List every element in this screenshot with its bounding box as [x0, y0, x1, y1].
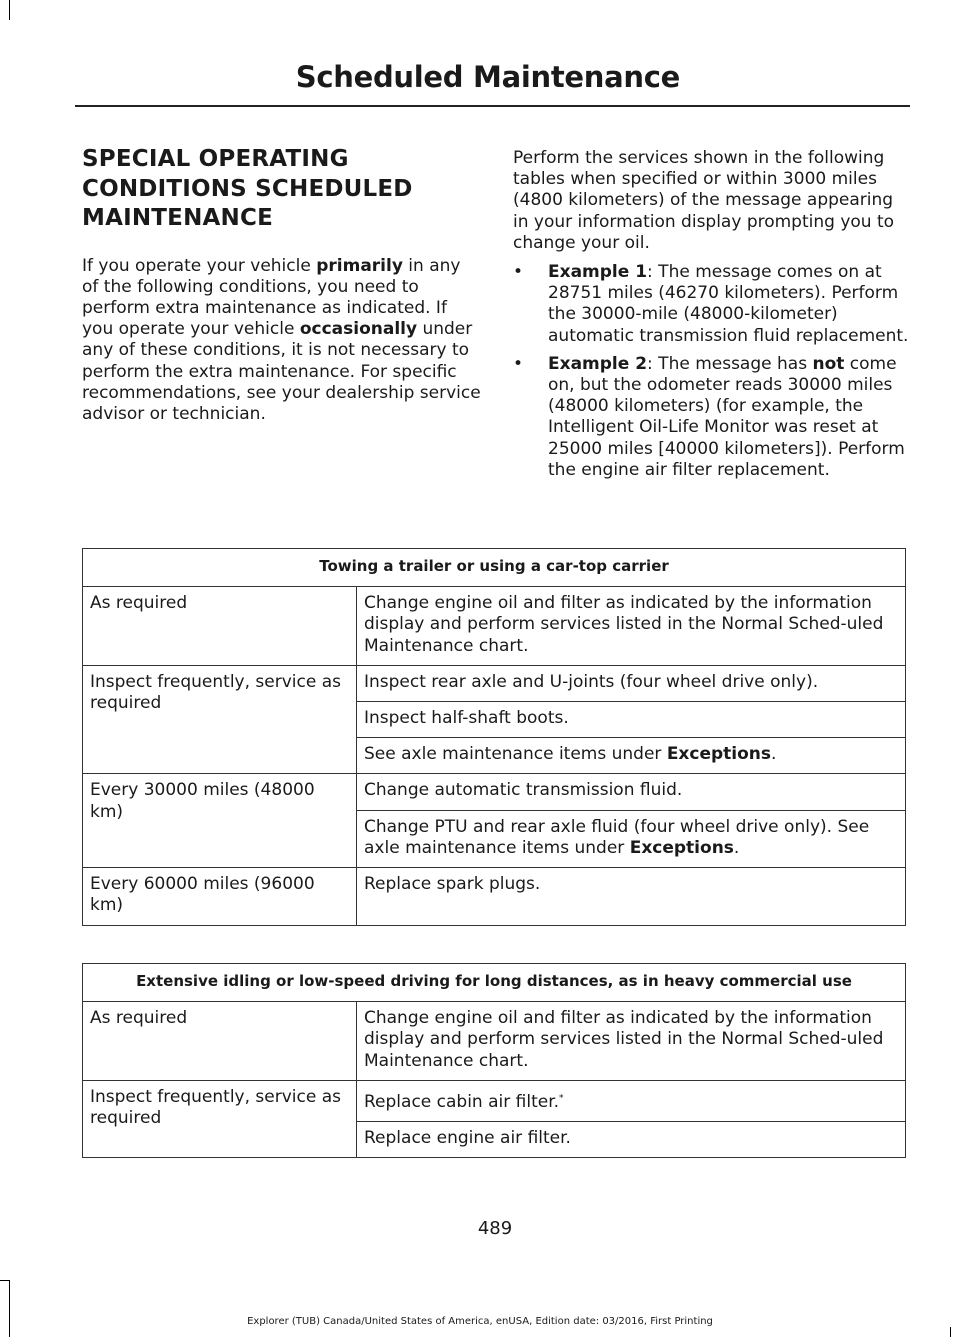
condition-cell: Every 30000 miles (48000 km): [83, 774, 357, 868]
emphasis-primarily: primarily: [316, 255, 403, 276]
exceptions-reference: Exceptions: [629, 837, 734, 858]
example-label: Example 2: [548, 353, 648, 374]
section-heading: [82, 145, 482, 234]
intro-paragraph: If you operate your vehicle primarily in any of the following conditions, you need to perform extra maintenance as indicated. If you operate your vehicle occasionally under any of these conditions, it is not necessary to perform the extra maintenance. For specific recommendations, see your dealership service advisor or technician.: [82, 255, 481, 424]
table-row: [83, 868, 906, 926]
list-item: • Example 2: The message has not come on, but the odometer reads 30000 miles (48000 kilometers) (for example, the Intelligent Oil-Life Monitor was reset at 25000 miles [40000 kilometers]). Perform the engine air filter replacement.: [513, 353, 905, 480]
crop-mark-top-left: [9, 0, 10, 20]
examples-list: [513, 262, 913, 481]
condition-cell: Inspect frequently, service as required: [83, 1080, 357, 1157]
task-cell: Inspect rear axle and U-joints (four wheel drive only).: [357, 665, 906, 701]
crop-mark-bottom-left: [9, 1280, 10, 1337]
left-column: [82, 145, 482, 425]
table-row: [83, 665, 906, 701]
page-footer: Explorer (TUB) Canada/United States of America, enUSA, Edition date: 03/2016, First Printing: [247, 1316, 713, 1327]
table-row: [83, 1002, 906, 1081]
task-cell: See axle maintenance items under Exceptions.: [357, 738, 906, 774]
heading-line: CONDITIONS SCHEDULED: [82, 175, 413, 202]
page-number: 489: [477, 1218, 513, 1239]
header-divider: [75, 105, 910, 107]
heading-line: MAINTENANCE: [82, 205, 273, 231]
towing-maintenance-table: [82, 548, 906, 926]
page-header-title: Scheduled Maintenance: [295, 60, 680, 94]
footnote-marker: *: [559, 1093, 564, 1104]
list-item: • Example 1: The message comes on at 28751 miles (46270 kilometers). Perform the 30000-mile (48000-kilometer) automatic transmission fluid replacement.: [513, 262, 909, 346]
example-label: Example 1: [548, 262, 648, 283]
condition-cell: Inspect frequently, service as required: [83, 665, 357, 774]
task-cell: Replace engine air filter.: [357, 1122, 906, 1158]
services-paragraph: Perform the services shown in the following tables when specified or within 3000 miles (4800 kilometers) of the message appearing in your information display prompting you to change your oil.: [513, 148, 895, 253]
crop-mark-bottom-right: [950, 1327, 951, 1337]
task-cell: Change engine oil and filter as indicated by the information display and perform services listed in the Normal Sched-uled Maintenance chart.: [357, 1002, 906, 1081]
bullet: •: [513, 353, 524, 374]
table-title: Extensive idling or low-speed driving for long distances, as in heavy commercial use: [83, 964, 906, 1002]
table-row: [83, 1080, 906, 1121]
task-cell: Replace cabin air filter.*: [357, 1080, 906, 1121]
table-row: [83, 774, 906, 810]
idling-maintenance-table: [82, 963, 906, 1158]
emphasis-occasionally: occasionally: [299, 319, 418, 340]
table-title: Towing a trailer or using a car-top carrier: [83, 549, 906, 587]
emphasis-not: not: [812, 353, 845, 374]
task-cell: Change automatic transmission fluid.: [357, 774, 906, 810]
condition-cell: Every 60000 miles (96000 km): [83, 868, 357, 926]
right-column: [513, 148, 913, 488]
condition-cell: As required: [83, 587, 357, 666]
condition-cell: As required: [83, 1002, 357, 1081]
heading-line: SPECIAL OPERATING: [82, 146, 349, 172]
bullet: •: [513, 262, 524, 283]
task-cell: Replace spark plugs.: [357, 868, 906, 926]
task-cell: Inspect half-shaft boots.: [357, 702, 906, 738]
task-cell: Change PTU and rear axle fluid (four wheel drive only). See axle maintenance items under Exceptions.: [357, 810, 906, 867]
exceptions-reference: Exceptions: [666, 744, 772, 765]
task-cell: Change engine oil and filter as indicated by the information display and perform services listed in the Normal Sched-uled Maintenance chart.: [357, 587, 906, 666]
crop-mark-bottom-left-h: [0, 1280, 10, 1281]
table-row: [83, 587, 906, 666]
